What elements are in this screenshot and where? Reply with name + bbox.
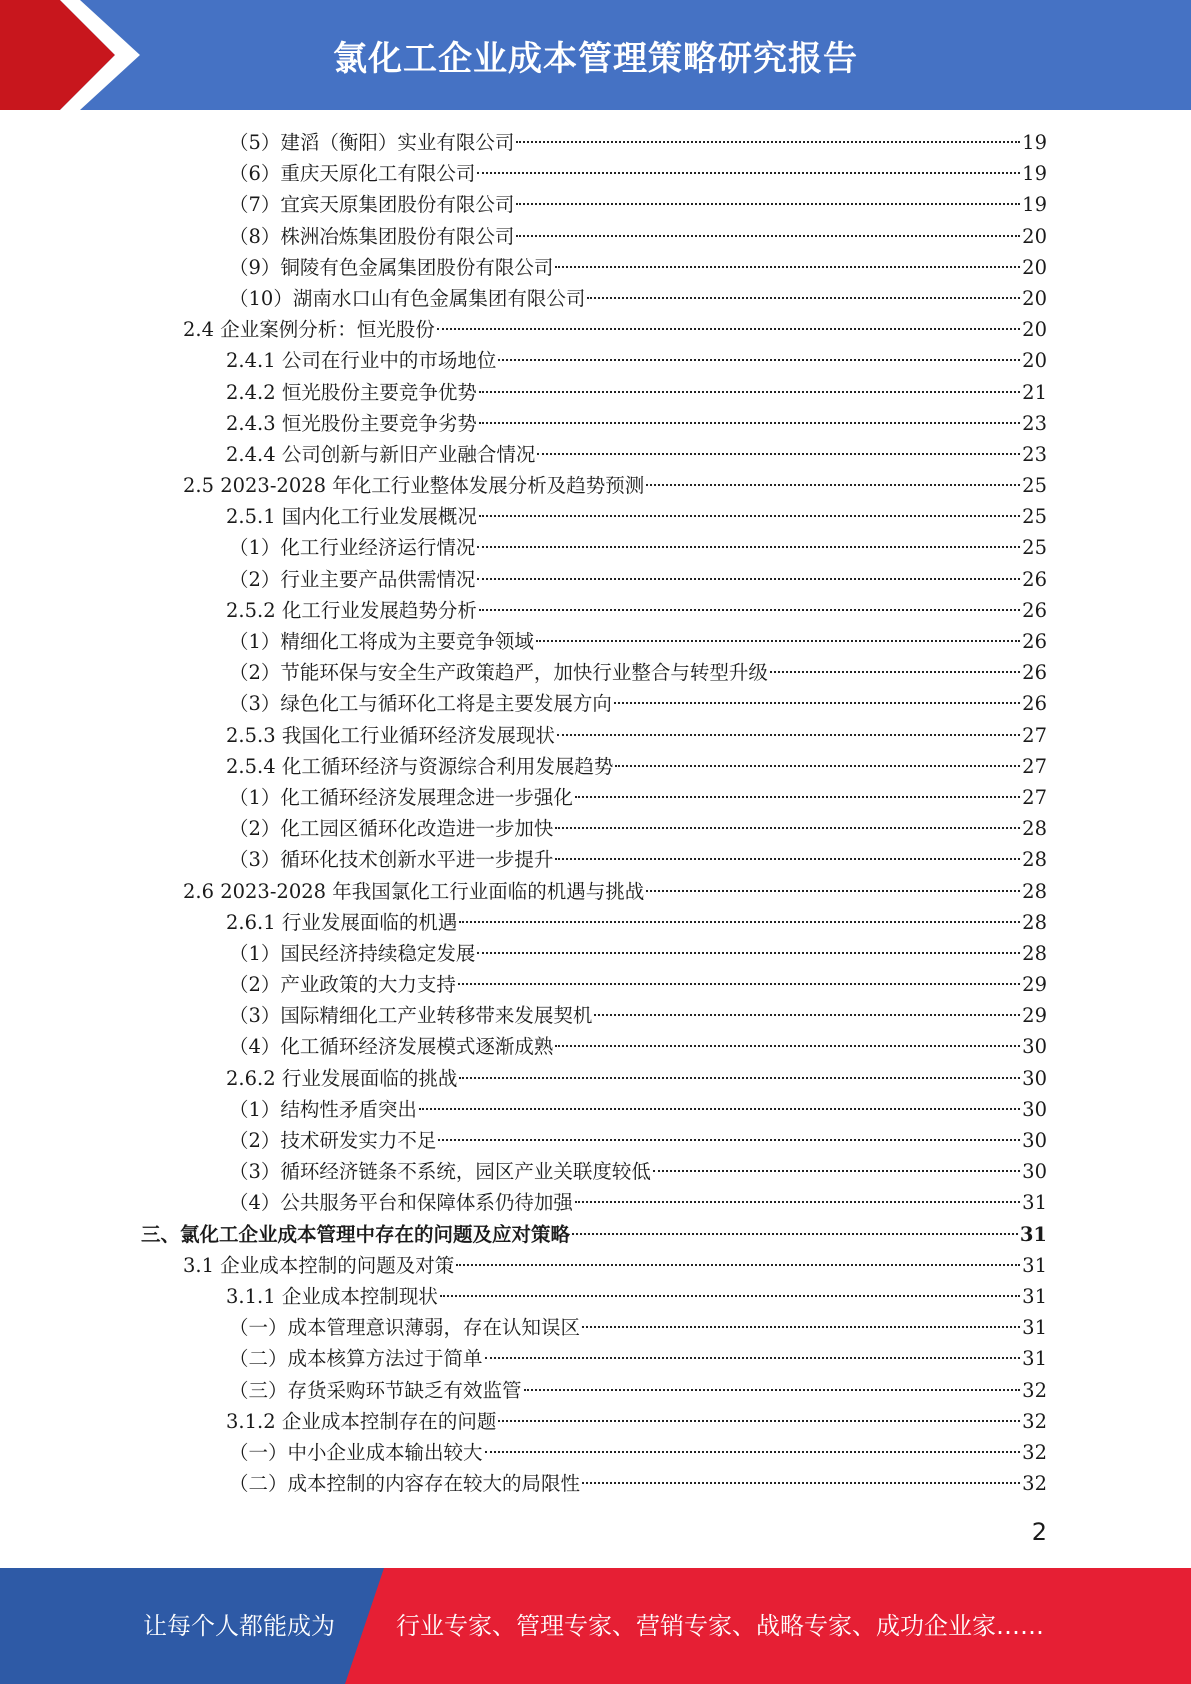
toc-entry-title: 2.6 2023-2028 年我国氯化工行业面临的机遇与挑战: [183, 879, 645, 903]
toc-entry[interactable]: [0, 158, 1191, 189]
toc-entry-title: （10）湖南水口山有色金属集团有限公司: [229, 286, 586, 310]
toc-entry[interactable]: [0, 844, 1191, 875]
toc-entry-title: （7）宜宾天原集团股份有限公司: [229, 193, 515, 217]
toc-dot-leader: [557, 734, 1020, 736]
toc-dot-leader: [458, 983, 1020, 985]
toc-entry-title: （4）化工循环经济发展模式逐渐成熟: [229, 1035, 554, 1059]
toc-entry-page: 26: [1022, 567, 1047, 591]
toc-entry-title: （8）株洲冶炼集团股份有限公司: [229, 224, 515, 248]
toc-entry-page: 25: [1022, 536, 1047, 560]
toc-entry-page: 19: [1022, 131, 1047, 154]
toc-entry-page: 25: [1022, 505, 1047, 529]
toc-dot-leader: [575, 1201, 1020, 1203]
toc-entry[interactable]: [0, 751, 1191, 782]
toc-entry-title: 2.6.1 行业发展面临的机遇: [226, 910, 458, 934]
toc-dot-leader: [646, 890, 1020, 892]
toc-dot-leader: [437, 328, 1020, 330]
toc-entry-title: 3.1 企业成本控制的问题及对策: [183, 1253, 455, 1277]
toc-entry[interactable]: [0, 1250, 1191, 1281]
toc-entry-page: 28: [1022, 848, 1047, 872]
toc-dot-leader: [479, 609, 1020, 611]
toc-dot-leader: [438, 1139, 1020, 1141]
table-of-contents: [0, 127, 1191, 1499]
toc-entry[interactable]: [0, 1281, 1191, 1312]
toc-entry-page: 27: [1022, 723, 1047, 747]
toc-dot-leader: [419, 1108, 1020, 1110]
toc-dot-leader: [587, 297, 1020, 299]
toc-entry-page: 31: [1022, 1284, 1047, 1308]
toc-entry-title: （2）化工园区循环化改造进一步加快: [229, 817, 554, 841]
toc-dot-leader: [477, 172, 1020, 174]
toc-entry-title: 2.6.2 行业发展面临的挑战: [226, 1066, 458, 1090]
toc-entry-title: （2）技术研发实力不足: [229, 1129, 437, 1152]
toc-entry-title: （2）行业主要产品供需情况: [229, 567, 476, 591]
toc-dot-leader: [770, 671, 1020, 673]
toc-dot-leader: [479, 515, 1020, 517]
toc-entry[interactable]: [0, 1468, 1191, 1499]
toc-entry[interactable]: [0, 345, 1191, 376]
toc-entry[interactable]: [0, 595, 1191, 626]
toc-dot-leader: [536, 640, 1020, 642]
toc-entry-title: （9）铜陵有色金属集团股份有限公司: [229, 255, 554, 279]
toc-entry-page: 27: [1022, 785, 1047, 809]
toc-entry-title: （1）国民经济持续稳定发展: [229, 941, 476, 965]
toc-dot-leader: [555, 858, 1020, 860]
toc-dot-leader: [572, 1233, 1018, 1235]
toc-entry[interactable]: [0, 688, 1191, 719]
toc-dot-leader: [498, 1420, 1020, 1422]
toc-entry-title: 3.1.2 企业成本控制存在的问题: [226, 1409, 497, 1433]
toc-entry-title: （5）建滔（衡阳）实业有限公司: [229, 131, 515, 154]
toc-entry-page: 28: [1022, 879, 1047, 903]
toc-entry-page: 28: [1022, 910, 1047, 934]
toc-entry-title: （3）循环经济链条不系统，园区产业关联度较低: [229, 1160, 651, 1184]
toc-entry[interactable]: [0, 439, 1191, 470]
toc-entry-page: 32: [1022, 1409, 1047, 1433]
toc-entry-title: （3）循环化技术创新水平进一步提升: [229, 848, 554, 872]
toc-entry[interactable]: [0, 532, 1191, 563]
toc-dot-leader: [485, 1357, 1021, 1359]
footer-slogan-right: 行业专家、管理专家、营销专家、战略专家、成功企业家……: [396, 1612, 1044, 1640]
toc-dot-leader: [524, 1389, 1021, 1391]
toc-entry[interactable]: [0, 1031, 1191, 1062]
toc-entry[interactable]: [0, 1406, 1191, 1437]
toc-entry[interactable]: [0, 938, 1191, 969]
toc-dot-leader: [459, 921, 1020, 923]
toc-entry-page: 23: [1022, 442, 1047, 466]
toc-dot-leader: [575, 796, 1020, 798]
toc-dot-leader: [459, 1077, 1020, 1079]
toc-entry-page: 27: [1022, 754, 1047, 778]
toc-entry-title: （二）成本控制的内容存在较大的局限性: [229, 1472, 581, 1496]
toc-entry[interactable]: [0, 314, 1191, 345]
toc-entry[interactable]: [0, 470, 1191, 501]
toc-entry-title: （一）成本管理意识薄弱，存在认知误区: [229, 1316, 581, 1340]
toc-entry-title: 2.5.1 国内化工行业发展概况: [226, 505, 477, 529]
toc-entry[interactable]: [0, 969, 1191, 1000]
toc-entry-page: 30: [1022, 1129, 1047, 1152]
toc-entry-page: 25: [1022, 474, 1047, 498]
toc-entry[interactable]: [0, 1219, 1191, 1250]
toc-entry-title: （3）绿色化工与循环化工将是主要发展方向: [229, 692, 612, 716]
toc-entry-title: 2.5.4 化工循环经济与资源综合利用发展趋势: [226, 754, 614, 778]
toc-entry-page: 26: [1022, 598, 1047, 622]
toc-dot-leader: [516, 235, 1020, 237]
toc-entry-title: 三、氯化工企业成本管理中存在的问题及应对策略: [141, 1222, 571, 1246]
toc-entry[interactable]: [0, 127, 1191, 158]
toc-dot-leader: [594, 1014, 1020, 1016]
toc-entry[interactable]: [0, 1125, 1191, 1156]
toc-dot-leader: [615, 765, 1020, 767]
toc-entry-title: 2.5.2 化工行业发展趋势分析: [226, 598, 477, 622]
toc-entry[interactable]: [0, 189, 1191, 220]
toc-entry-page: 30: [1022, 1160, 1047, 1184]
toc-entry-page: 20: [1022, 318, 1047, 342]
toc-entry-page: 19: [1022, 193, 1047, 217]
toc-entry[interactable]: [0, 1063, 1191, 1094]
toc-entry-page: 30: [1022, 1066, 1047, 1090]
toc-dot-leader: [479, 422, 1020, 424]
toc-entry-title: （一）中小企业成本输出较大: [229, 1440, 483, 1464]
toc-entry-title: （2）节能环保与安全生产政策趋严，加快行业整合与转型升级: [229, 661, 768, 685]
toc-entry-page: 20: [1022, 255, 1047, 279]
toc-entry[interactable]: [0, 1000, 1191, 1031]
toc-entry[interactable]: [0, 626, 1191, 657]
toc-dot-leader: [555, 1045, 1020, 1047]
toc-entry-title: （4）公共服务平台和保障体系仍待加强: [229, 1191, 573, 1215]
toc-entry-page: 20: [1022, 224, 1047, 248]
toc-dot-leader: [646, 484, 1020, 486]
toc-dot-leader: [555, 266, 1020, 268]
footer-banner: [0, 1568, 1191, 1684]
toc-entry[interactable]: [0, 283, 1191, 314]
toc-entry-page: 31: [1022, 1316, 1047, 1340]
toc-entry[interactable]: [0, 1187, 1191, 1218]
toc-entry-title: （2）产业政策的大力支持: [229, 973, 456, 997]
toc-dot-leader: [582, 1482, 1020, 1484]
toc-entry[interactable]: [0, 907, 1191, 938]
toc-entry-title: 2.4.1 公司在行业中的市场地位: [226, 349, 497, 373]
toc-entry-title: 2.4 企业案例分析：恒光股份: [183, 318, 435, 342]
toc-dot-leader: [653, 1170, 1020, 1172]
toc-entry[interactable]: [0, 408, 1191, 439]
toc-entry-page: 28: [1022, 817, 1047, 841]
toc-entry-title: 2.4.2 恒光股份主要竞争优势: [226, 380, 477, 404]
toc-entry-page: 21: [1022, 380, 1047, 404]
toc-dot-leader: [477, 546, 1020, 548]
toc-dot-leader: [479, 391, 1020, 393]
toc-entry-page: 29: [1022, 1004, 1047, 1028]
toc-dot-leader: [477, 952, 1020, 954]
toc-entry-page: 30: [1022, 1035, 1047, 1059]
toc-entry-page: 32: [1022, 1440, 1047, 1464]
toc-entry-title: 2.4.4 公司创新与新旧产业融合情况: [226, 442, 536, 466]
toc-entry-title: 2.5.3 我国化工行业循环经济发展现状: [226, 723, 555, 747]
toc-entry-page: 28: [1022, 941, 1047, 965]
toc-dot-leader: [537, 453, 1020, 455]
toc-entry[interactable]: [0, 813, 1191, 844]
footer-slogan-left: 让每个人都能成为: [143, 1612, 335, 1640]
toc-entry-page: 31: [1022, 1347, 1047, 1371]
toc-entry[interactable]: [0, 1156, 1191, 1187]
toc-entry-page: 31: [1022, 1191, 1047, 1215]
toc-entry-page: 26: [1022, 630, 1047, 653]
toc-entry-title: （1）化工循环经济发展理念进一步强化: [229, 785, 573, 809]
toc-entry-page: 26: [1022, 661, 1047, 685]
header-bar: [0, 0, 1191, 110]
toc-entry-title: （1）化工行业经济运行情况: [229, 536, 476, 560]
toc-dot-leader: [498, 359, 1020, 361]
toc-entry[interactable]: [0, 1375, 1191, 1406]
toc-entry[interactable]: [0, 657, 1191, 688]
toc-dot-leader: [516, 141, 1020, 143]
toc-dot-leader: [456, 1264, 1020, 1266]
toc-entry-title: （3）国际精细化工产业转移带来发展契机: [229, 1004, 593, 1028]
toc-entry[interactable]: [0, 1343, 1191, 1374]
toc-entry-title: 2.5 2023-2028 年化工行业整体发展分析及趋势预测: [183, 474, 645, 498]
toc-dot-leader: [440, 1295, 1020, 1297]
toc-entry-title: 3.1.1 企业成本控制现状: [226, 1284, 438, 1308]
toc-dot-leader: [485, 1451, 1021, 1453]
page-number: 2: [1031, 1518, 1047, 1546]
toc-entry-title: 2.4.3 恒光股份主要竞争劣势: [226, 411, 477, 435]
toc-entry[interactable]: [0, 1094, 1191, 1125]
toc-dot-leader: [477, 578, 1020, 580]
toc-entry[interactable]: [0, 1312, 1191, 1343]
toc-entry-page: 20: [1022, 349, 1047, 373]
report-title: 氯化工企业成本管理策略研究报告: [333, 38, 858, 79]
toc-entry-title: （三）存货采购环节缺乏有效监管: [229, 1378, 522, 1402]
toc-entry[interactable]: [0, 782, 1191, 813]
toc-entry-title: （二）成本核算方法过于简单: [229, 1347, 483, 1371]
toc-entry-page: 31: [1019, 1222, 1047, 1246]
toc-entry[interactable]: [0, 221, 1191, 252]
toc-entry-page: 32: [1022, 1472, 1047, 1496]
toc-entry-page: 29: [1022, 973, 1047, 997]
toc-entry-page: 26: [1022, 692, 1047, 716]
toc-entry-page: 19: [1022, 162, 1047, 186]
toc-entry[interactable]: [0, 501, 1191, 532]
toc-entry-page: 20: [1022, 286, 1047, 310]
toc-entry-page: 30: [1022, 1097, 1047, 1121]
toc-dot-leader: [614, 702, 1020, 704]
toc-entry-page: 32: [1022, 1378, 1047, 1402]
toc-dot-leader: [555, 827, 1020, 829]
toc-entry[interactable]: [0, 876, 1191, 907]
toc-entry[interactable]: [0, 377, 1191, 408]
toc-entry[interactable]: [0, 1437, 1191, 1468]
toc-entry[interactable]: [0, 720, 1191, 751]
toc-dot-leader: [582, 1326, 1020, 1328]
toc-entry[interactable]: [0, 252, 1191, 283]
toc-entry[interactable]: [0, 564, 1191, 595]
toc-dot-leader: [516, 203, 1020, 205]
toc-entry-title: （1）结构性矛盾突出: [229, 1097, 417, 1121]
toc-entry-title: （6）重庆天原化工有限公司: [229, 162, 476, 186]
toc-entry-page: 23: [1022, 411, 1047, 435]
toc-entry-page: 31: [1022, 1253, 1047, 1277]
toc-entry-title: （1）精细化工将成为主要竞争领域: [229, 630, 534, 653]
